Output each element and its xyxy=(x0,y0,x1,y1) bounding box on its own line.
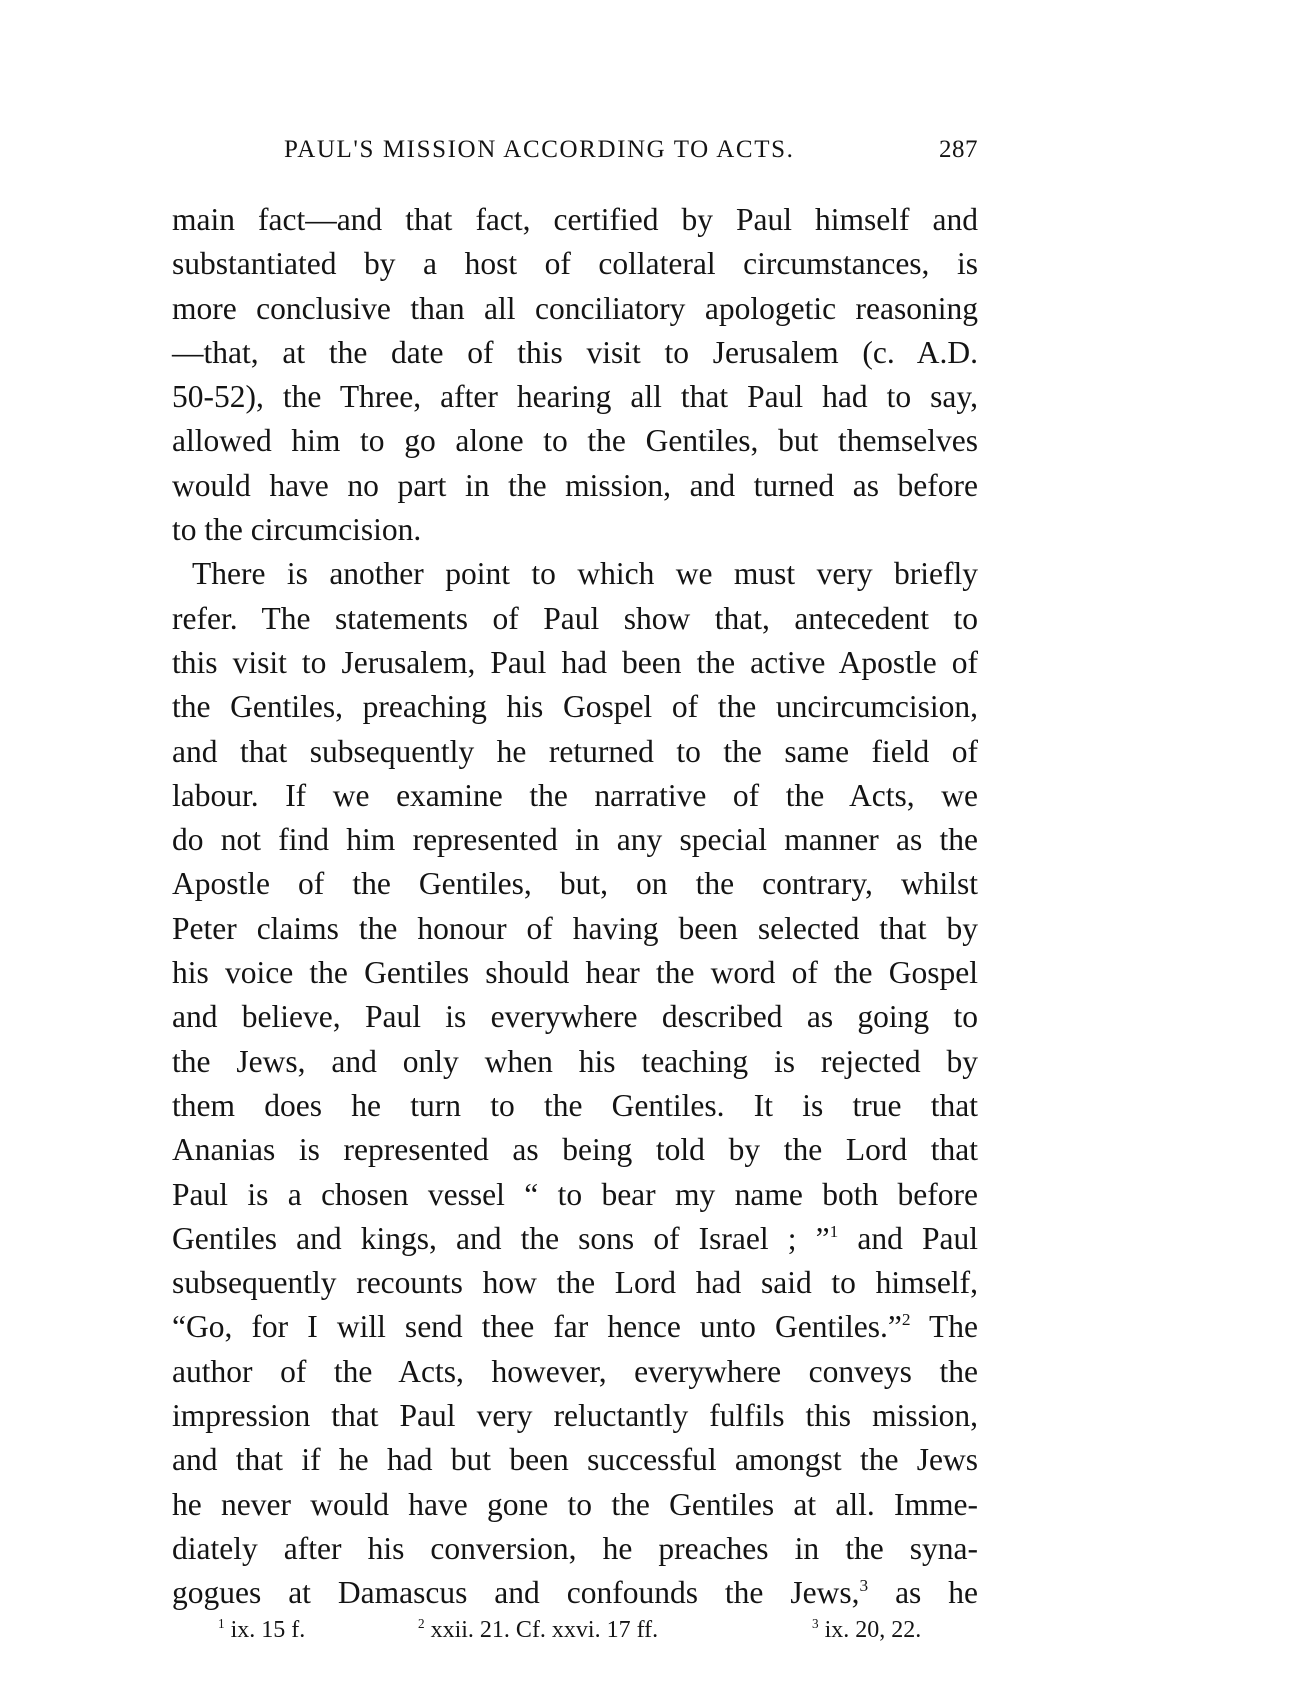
text-line: allowed him to go alone to the Gentiles, but themselves xyxy=(172,423,978,459)
text-line: them does he turn to the Gentiles. It is true that xyxy=(172,1087,978,1123)
footnote-text: xxii. 21. Cf. xxvi. 17 ff. xyxy=(430,1617,659,1643)
page-number: 287 xyxy=(939,136,978,163)
footnote-marker: 3 xyxy=(812,1615,819,1631)
text-line: Paul is a chosen vessel “ to bear my name both before xyxy=(172,1176,978,1212)
footnote-marker: 2 xyxy=(418,1615,425,1631)
text-line: Apostle of the Gentiles, but, on the contrary, whilst xyxy=(172,866,978,902)
text-line: his voice the Gentiles should hear the word of the Gospel xyxy=(172,955,978,991)
text-line: —that, at the date of this visit to Jerusalem (c. A.D. xyxy=(172,334,978,370)
text-line: would have no part in the mission, and turned as before xyxy=(172,467,978,503)
line-text: gogues at Damascus and confounds the Jews, xyxy=(172,1575,860,1611)
line-text: “Go, for I will send thee far hence unto Gentiles.” xyxy=(172,1309,902,1345)
text-line: substantiated by a host of collateral circumstances, is xyxy=(172,246,978,282)
text-line: and that if he had but been successful amongst the Jews xyxy=(172,1442,978,1478)
text-line: this visit to Jerusalem, Paul had been the active Apostle of xyxy=(172,644,978,680)
text-line: Ananias is represented as being told by the Lord that xyxy=(172,1132,978,1168)
text-line: the Jews, and only when his teaching is rejected by xyxy=(172,1043,978,1079)
text-line: more conclusive than all conciliatory apologetic reasoning xyxy=(172,290,978,326)
line-tail: The xyxy=(929,1309,978,1345)
footnote xyxy=(218,1617,305,1644)
footnotes xyxy=(218,1617,978,1651)
text-line: main fact—and that fact, certified by Paul himself and xyxy=(172,202,978,237)
footnote xyxy=(418,1617,658,1644)
text-line-with-footnote xyxy=(172,1217,978,1261)
footnote-marker: 1 xyxy=(218,1615,225,1631)
footnote-text: ix. 20, 22. xyxy=(824,1617,922,1643)
text-line: refer. The statements of Paul show that, antecedent to xyxy=(172,600,978,636)
text-line: and believe, Paul is everywhere described as going to xyxy=(172,999,978,1035)
text-line-with-footnote xyxy=(172,1571,978,1615)
text-line: to the circumcision. xyxy=(172,512,422,548)
line-text: Gentiles and kings, and the sons of Israel ; ” xyxy=(172,1220,830,1256)
text-line: labour. If we examine the narrative of the Acts, we xyxy=(172,777,978,813)
footnote-ref-2: 2 xyxy=(901,1310,911,1330)
text-line: subsequently recounts how the Lord had said to himself, xyxy=(172,1265,978,1301)
text-line: impression that Paul very reluctantly fulfils this mission, xyxy=(172,1398,978,1434)
footnote-ref-3: 3 xyxy=(859,1576,869,1596)
text-line: 50-52), the Three, after hearing all that Paul had to say, xyxy=(172,379,978,415)
text-line: do not find him represented in any special manner as the xyxy=(172,822,978,858)
text-line-with-footnote xyxy=(172,1305,978,1349)
text-line: Peter claims the honour of having been selected that by xyxy=(172,910,978,946)
line-tail: and Paul xyxy=(857,1220,978,1256)
paragraph-start-line: There is another point to which we must very briefly xyxy=(192,556,978,592)
text-line: and that subsequently he returned to the same field of xyxy=(172,733,978,769)
text-line: diately after his conversion, he preaches in the syna- xyxy=(172,1530,978,1566)
text-line: author of the Acts, however, everywhere conveys the xyxy=(172,1353,978,1389)
text-line: the Gentiles, preaching his Gospel of the uncircumcision, xyxy=(172,689,978,725)
body-text xyxy=(172,198,978,1616)
running-title: PAUL'S MISSION ACCORDING TO ACTS. xyxy=(284,136,795,163)
footnote xyxy=(812,1617,921,1644)
footnote-ref-1: 1 xyxy=(829,1221,839,1241)
line-tail: as he xyxy=(895,1575,979,1611)
running-header xyxy=(284,136,978,172)
footnote-text: ix. 15 f. xyxy=(230,1617,306,1643)
text-line: he never would have gone to the Gentiles at all. Imme- xyxy=(172,1486,978,1522)
